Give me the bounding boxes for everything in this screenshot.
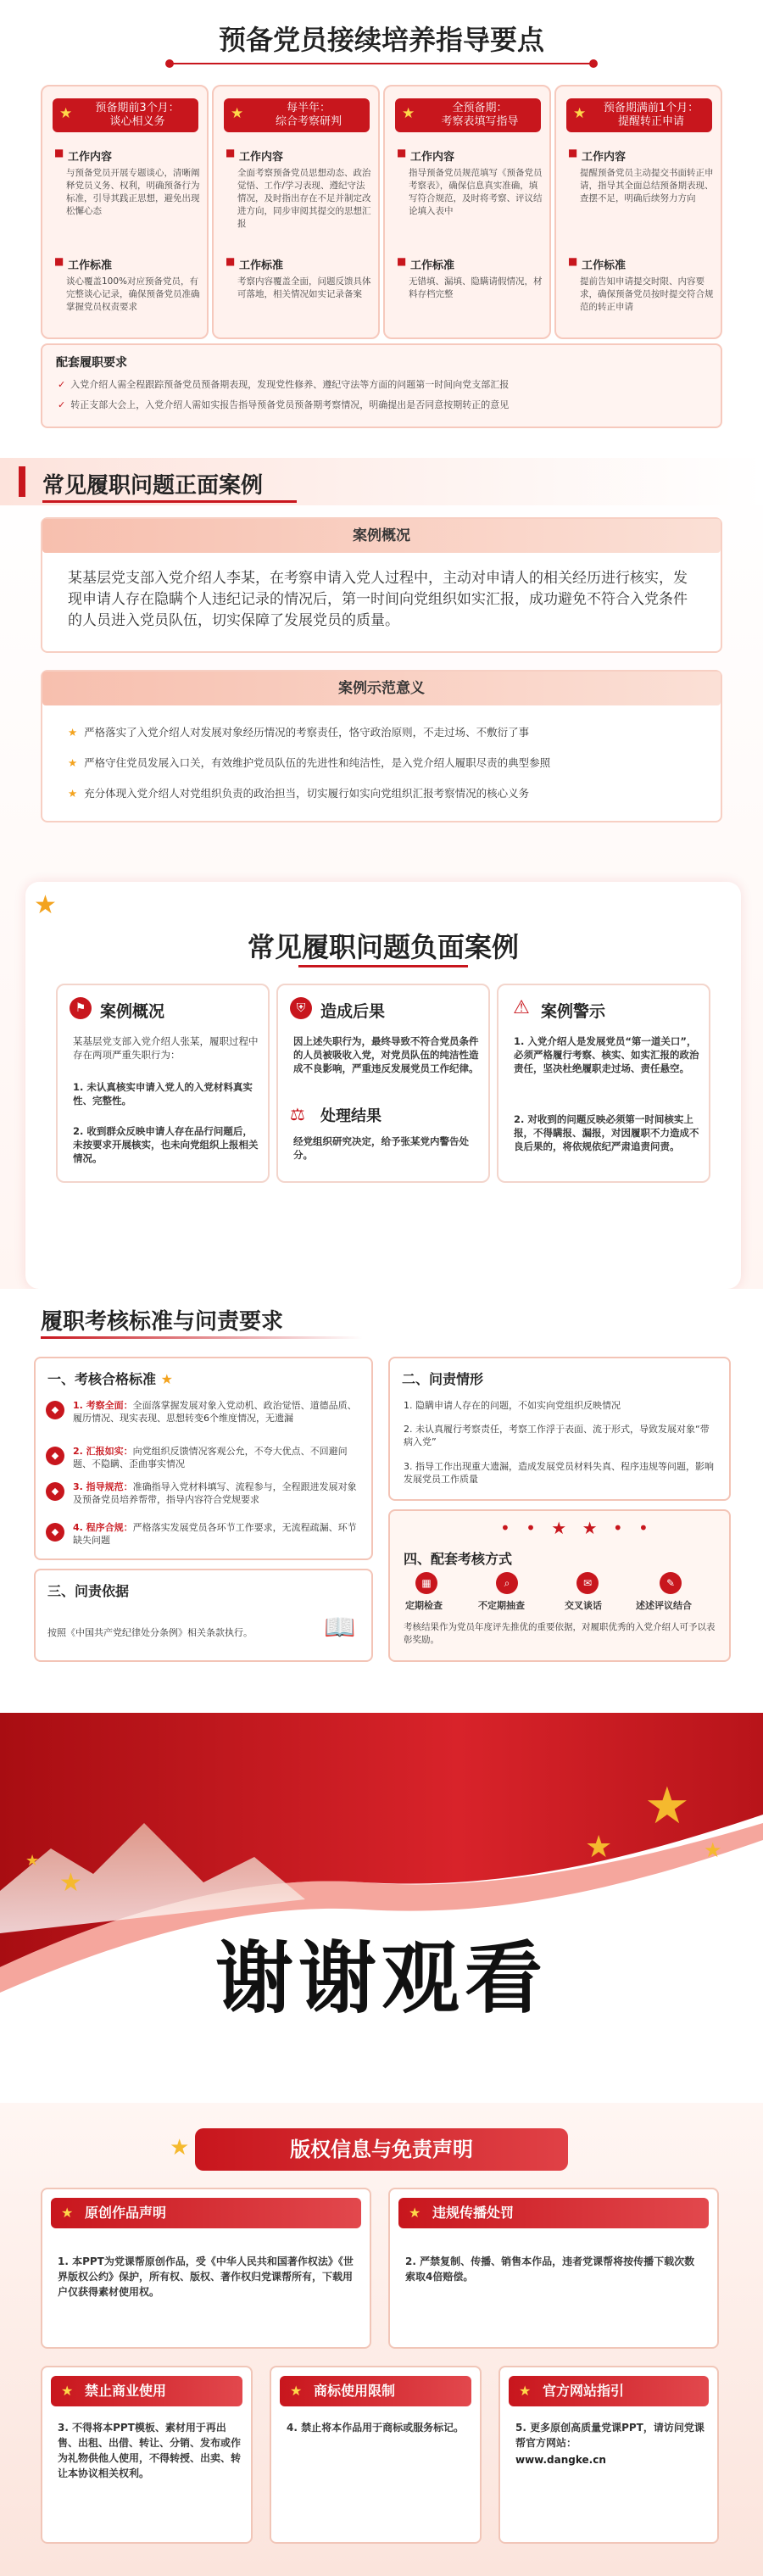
no-commercial-box: ★ 禁止商业使用 3. 不得将本PPT模板、素材用于再出售、出租、出借、转让、分销、发布或作为礼物供他人使用，不得转授、出卖、转让本协议相关权利。 [41,2366,253,2544]
original-statement-box: ★ 原创作品声明 1. 本PPT为党课帮原创作品，受《中华人民共和国著作权法》《世界版权公约》保护，所有权、版权、著作权归党课帮所有，下载用户仅获得素材使用权。 [41,2188,371,2349]
svg-text:★: ★ [585,1830,613,1865]
star-icon: ★ [34,890,57,920]
box-heading: ★ 官方网站指引 [509,2376,709,2406]
icon-badge: ◆ [46,1523,64,1542]
box-heading: ★ 禁止商业使用 [51,2376,242,2406]
svg-text:★: ★ [25,1852,40,1870]
stage-card-1 [41,85,209,339]
section-heading: 常见履职问题正面案例 [42,473,264,499]
shield-icon: ⛨ [290,997,312,1019]
thank-you-slide [0,1713,763,2103]
work-content: ■ 工作内容 提醒预备党员主动提交书面转正申请，指导其全面总结预备期表现、查摆不足，明确后续努力方向 [568,148,714,205]
work-standard: ■ 工作标准 无错填、漏填、隐瞒请假情况，材料存档完整 [397,256,543,301]
significance-item: ★ 严格守住党员发展入口关，有效维护党员队伍的先进性和纯洁性，是入党介绍人履职尽责的典型参照 [68,756,551,769]
section-heading: 常见履职问题负面案例 [247,931,519,963]
title-divider [170,63,593,64]
icon-badge: ◆ [46,1482,64,1501]
copyright-section [0,2103,763,2576]
box-heading: 二、问责情形 [402,1371,484,1387]
star-icon: ★ [519,2383,532,2399]
card-subtitle: 处理结果 [320,1107,382,1125]
star-icon: ★ [402,105,415,122]
star-icon: ★ [573,105,587,122]
star-icon: ★ [160,1371,173,1387]
method-note: 考核结果作为党员年度评先推优的重要依据，对履职优秀的入党介绍人可予以表彰奖励。 [404,1622,716,1645]
card-title: 案例警示 [541,1002,606,1021]
work-standard: ■ 工作标准 谈心覆盖100%对应预备党员，有完整谈心记录，确保预备党员准确掌握党员权责要求 [54,256,200,314]
icon-badge: ◆ [46,1401,64,1419]
book-icon: 📖 [324,1613,356,1642]
trademark-box: ★ 商标使用限制 4. 禁止将本作品用于商标或服务标记。 [270,2366,482,2544]
consequence-card: ⛨ 造成后果 因上述失职行为，最终导致不符合党员条件的人员被吸收入党，对党员队伍的纯洁性造成不良影响，严重违反发展党员工作纪律。 ⚖ 处理结果 经党组织研究决定，给予张某党内警告处分。 [276,984,490,1183]
star-icon: ★ [68,787,78,800]
thank-you-text: 谢谢观看 [214,1933,548,2024]
heading-marker [19,466,25,497]
work-content: ■ 工作内容 全面考察预备党员思想动态、政治觉悟、工作/学习表现、遵纪守法情况，及时指出存在不足并制定改进方向，同步审阅其提交的思想汇报 [226,148,371,231]
requirements-heading: 配套履职要求 [56,356,127,370]
significance-item: ★ 充分体现入党介绍人对党组织负责的政治担当，切实履行如实向党组织汇报考察情况的核心义务 [68,787,530,800]
case-significance-heading: 案例示范意义 [42,672,721,705]
calendar-icon: ▦ [415,1572,437,1594]
warning-icon: ⚠ [513,997,530,1018]
star-icon: ★ [61,2383,74,2399]
stage-card-4 [554,85,722,339]
case-item: 1. 隐瞒申请人存在的问题，不如实向党组织反映情况 [404,1400,621,1411]
stage-header: ★ 全预备期： 考察表填写指导 [395,98,541,132]
flag-icon: ⚑ [70,997,92,1019]
box-heading: 四、配套考核方式 [404,1551,513,1567]
star-icon: ★ [290,2383,303,2399]
standard-item: 4. 程序合规：严格落实发展党员各环节工作要求，无流程疏漏、环节缺失问题 [73,1522,357,1546]
stage-header: ★ 每半年： 综合考察研判 [224,98,370,132]
svg-text:★: ★ [644,1776,690,1836]
work-standard: ■ 工作标准 提前告知申请提交时限、内容要求，确保预备党员按时提交符合规范的转正申请 [568,256,714,314]
standard-item: 3. 指导规范：准确指导入党材料填写、流程参与，全程跟进发展对象及预备党员培养帮带，指导内容符合党规要求 [73,1481,357,1505]
case-significance-box [41,670,722,822]
website-box: ★ 官方网站指引 5. 更多原创高质量党课PPT，请访问党课帮官方网站： www.dangke.cn [498,2366,719,2544]
requirement-item: ✓ 入党介绍人需全程跟踪预备党员预备期表现，发现党性修养、遵纪守法等方面的问题第一时间向党支部汇报 [58,379,510,390]
violation-penalty-box: ★ 违规传播处罚 2. 严禁复制、传播、销售本作品，违者党课帮将按传播下载次数索取4倍赔偿。 [388,2188,719,2349]
divider-dot [165,59,174,68]
box-heading: ★ 违规传播处罚 [398,2198,709,2228]
section-negative-case [25,882,741,1289]
assessment-method-box: • • ★ ★ • • 四、配套考核方式 ▦ ⌕ ✉ ✎ 定期检查 不定期抽查 交叉谈话 述述评议结合 考核结果作为党员年度评先推优的重要依据，对履职优秀的入党介绍人可予以表彰奖励。 [388,1509,731,1662]
star-icon: ★ [61,2205,74,2221]
stage-card-3 [383,85,551,339]
case-overview-heading: 案例概况 [42,519,721,553]
heading-underline [42,500,297,503]
star-icon: ★ [170,2135,190,2161]
svg-text:★: ★ [704,1838,722,1862]
star-icon: ★ [231,105,244,122]
page-title: 预备党员接续培养指导要点 [218,24,544,56]
work-standard: ■ 工作标准 考察内容覆盖全面，问题反馈具体可落地，相关情况如实记录备案 [226,256,371,301]
section-training-points [0,0,763,441]
section-assessment [0,1289,763,1713]
stage-header: ★ 预备期满前1个月： 提醒转正申请 [566,98,712,132]
website-link[interactable]: www.dangke.cn [515,2454,606,2466]
decor-stars: • • ★ ★ • • [500,1518,654,1538]
case-overview-box [41,517,722,653]
star-icon: ★ [409,2205,421,2221]
review-icon: ✎ [660,1572,682,1594]
box-heading: 一、考核合格标准 ★ [47,1371,173,1387]
stage-card-2 [212,85,380,339]
red-flag-banner [0,1713,763,2103]
section-heading: 履职考核标准与问责要求 [41,1309,284,1335]
stage-header: ★ 预备期前3个月： 谈心相义务 [53,98,198,132]
work-content: ■ 工作内容 与预备党员开展专题谈心，清晰阐释党员义务、权利，明确预备行为标准，引导其践正思想，避免出现松懈心态 [54,148,200,218]
icon-badge: ◆ [46,1447,64,1465]
box-heading: ★ 原创作品声明 [51,2198,361,2228]
gavel-icon: ⚖ [290,1104,305,1124]
check-icon: ✓ [58,399,66,410]
significance-item: ★ 严格落实了入党介绍人对发展对象经历情况的考察责任，恪守政治原则，不走过场、不敷衍了事 [68,726,530,739]
accountability-basis-box [34,1569,373,1662]
box-heading: 三、问责依据 [47,1583,130,1599]
search-icon: ⌕ [496,1572,518,1594]
star-icon: ★ [59,105,73,122]
pass-standard-box [34,1357,373,1560]
work-content: ■ 工作内容 指导预备党员规范填写《预备党员考察表》，确保信息真实准确，填写符合规范，及时将考察、评议结论填入表中 [397,148,543,218]
chat-icon: ✉ [576,1572,599,1594]
case-warning-card: ⚠ 案例警示 1. 入党介绍人是发展党员“第一道关口”，必须严格履行考察、核实、如实汇报的政治责任，坚决杜绝履职走过场、责任悬空。 2. 对收到的问题反映必须第一时间核实上报，不得瞒报、漏报，对因履职不力造成不良后果的，将依规依纪严肃追责问责。 [497,984,710,1183]
svg-text:★: ★ [59,1868,82,1898]
standard-item: 1. 考察全面：全面落掌握发展对象入党动机、政治觉悟、道德品质、履历情况、现实表现、思想转变6个维度情况，无遗漏 [73,1400,357,1424]
card-title: 造成后果 [320,1002,386,1021]
case-item: 2. 未认真履行考察责任，考察工作浮于表面、流于形式，导致发展对象“带病入党” [404,1424,710,1447]
heading-underline [298,965,468,967]
accountability-cases-box [388,1357,731,1501]
case-overview-card: ⚑ 案例概况 某基层党支部入党介绍人张某，履职过程中存在两项严重失职行为： 1. 未认真核实申请入党人的入党材料真实性、完整性。 2. 收到群众反映申请人存在品行问题后，未按要求开展核实，也未向党组织上报相关情况。 [56,984,270,1183]
case-overview-text: 某基层党支部入党介绍人李某，在考察申请入党人过程中，主动对申请人的相关经历进行核实，发现申请人存在隐瞒个人违纪记录的情况后，第一时间向党组织如实汇报，成功避免不符合入党条件的人员进入党员队伍，切实保障了发展党员的质量。 [68,570,688,629]
card-title: 案例概况 [100,1002,165,1021]
copyright-title: 版权信息与免责声明 [195,2128,568,2171]
requirement-item: ✓ 转正支部大会上，入党介绍人需如实报告指导预备党员预备期考察情况，明确提出是否同意按期转正的意见 [58,399,510,410]
supporting-requirements [41,343,722,428]
star-icon: ★ [68,756,78,769]
divider-dot [589,59,598,68]
box-heading: ★ 商标使用限制 [280,2376,471,2406]
check-icon: ✓ [58,379,66,390]
standard-item: 2. 汇报如实：向党组织反馈情况客观公允，不夸大优点、不回避问题、不隐瞒、歪曲事实情况 [73,1446,348,1469]
basis-text: 按照《中国共产党纪律处分条例》相关条款执行。 [47,1627,253,1638]
star-icon: ★ [68,726,78,739]
heading-underline [41,1336,363,1339]
case-item: 3. 指导工作出现重大遗漏，造成发展党员材料失真、程序违规等问题，影响发展党员工作质量 [404,1461,714,1485]
